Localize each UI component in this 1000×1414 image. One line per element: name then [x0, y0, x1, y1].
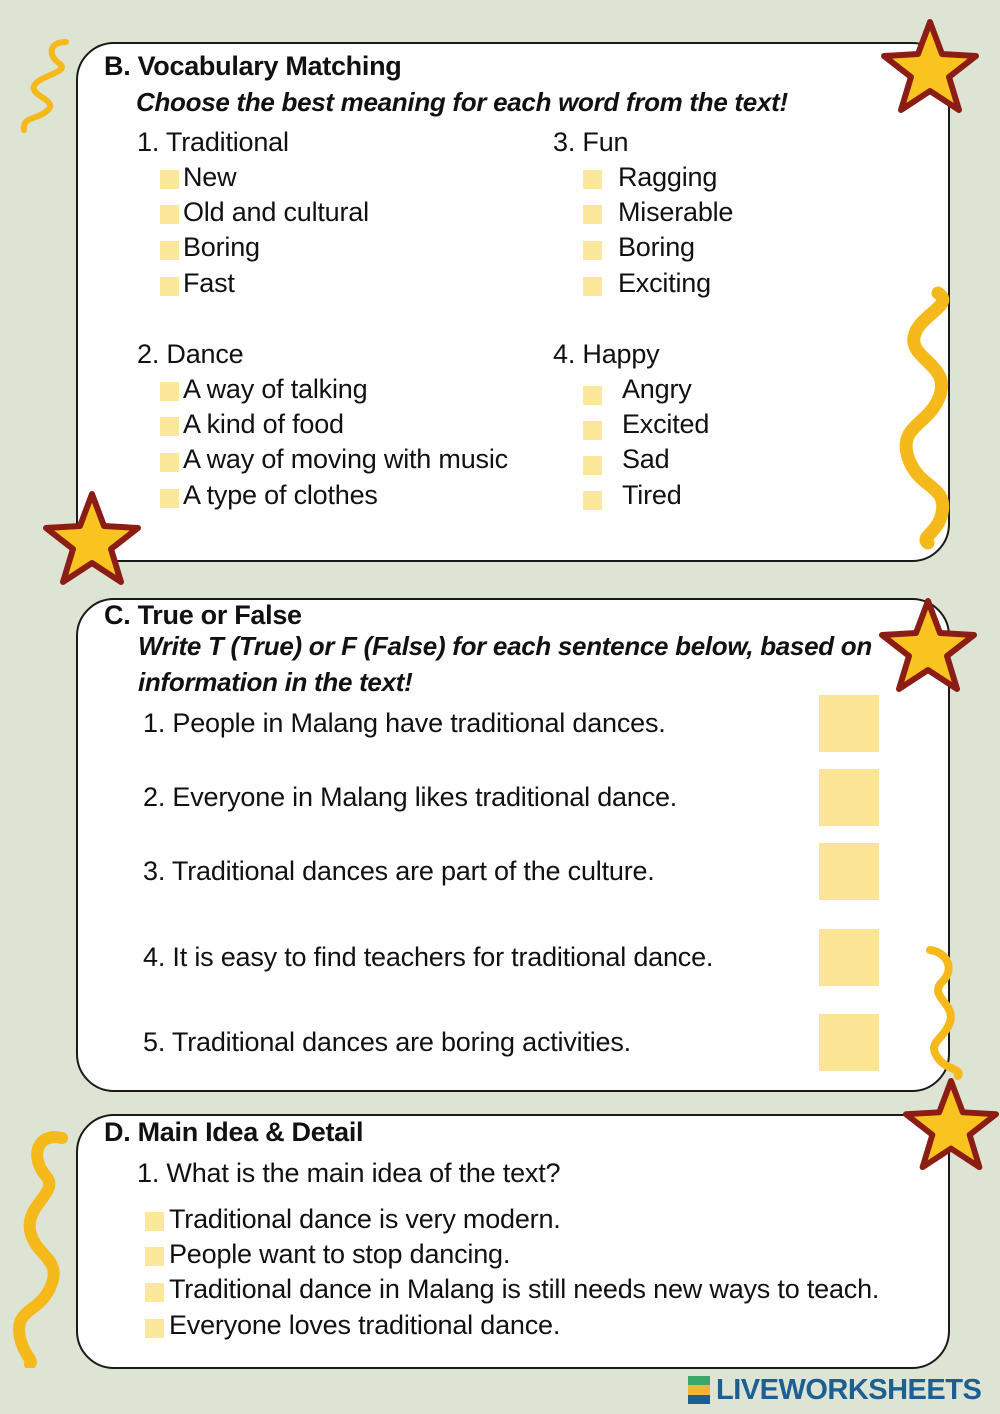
vocab-q3-option-3: Boring: [618, 232, 695, 262]
true-false-answer-box-5[interactable]: [819, 1014, 879, 1071]
vocab-q1-option-4-checkbox[interactable]: [160, 277, 179, 296]
vocab-q4-option-4: Tired: [622, 480, 682, 510]
vocab-question-1: 1. Traditional: [137, 127, 289, 157]
vocab-q2-option-4-checkbox[interactable]: [160, 489, 179, 508]
true-false-statement-4: 4. It is easy to find teachers for traditional dance.: [143, 942, 714, 972]
main-idea-option-2-checkbox[interactable]: [145, 1247, 164, 1266]
vocab-q2-option-3: A way of moving with music: [183, 444, 508, 474]
vocab-q4-option-2: Excited: [622, 409, 710, 439]
true-false-statement-3: 3. Traditional dances are part of the culture.: [143, 856, 655, 886]
vocab-q1-option-1: New: [183, 162, 237, 192]
squiggle-icon: [916, 942, 976, 1082]
main-idea-option-1-checkbox[interactable]: [145, 1212, 164, 1231]
vocab-q1-option-3-checkbox[interactable]: [160, 241, 179, 260]
main-idea-question: 1. What is the main idea of the text?: [137, 1158, 561, 1188]
vocab-q3-option-2: Miserable: [618, 197, 734, 227]
vocab-q2-option-4: A type of clothes: [183, 480, 378, 510]
true-false-answer-box-3[interactable]: [819, 843, 879, 900]
star-icon: [880, 18, 980, 118]
vocab-question-2: 2. Dance: [137, 339, 244, 369]
vocab-q3-option-1-checkbox[interactable]: [583, 170, 602, 189]
main-idea-option-4: Everyone loves traditional dance.: [169, 1310, 561, 1340]
main-idea-option-3-checkbox[interactable]: [145, 1283, 164, 1302]
star-icon: [878, 597, 978, 697]
main-idea-option-3: Traditional dance in Malang is still needs new ways to teach.: [169, 1274, 880, 1304]
vocab-q2-option-1: A way of talking: [183, 374, 368, 404]
vocab-q4-option-3-checkbox[interactable]: [583, 456, 602, 475]
main-idea-title: D. Main Idea & Detail: [104, 1117, 364, 1147]
vocab-q3-option-1: Ragging: [618, 162, 718, 192]
vocab-q1-option-2-checkbox[interactable]: [160, 205, 179, 224]
vocab-q3-option-4-checkbox[interactable]: [583, 277, 602, 296]
main-idea-option-1: Traditional dance is very modern.: [169, 1204, 561, 1234]
squiggle-icon: [888, 285, 960, 550]
true-false-answer-box-4[interactable]: [819, 929, 879, 986]
vocab-q3-option-2-checkbox[interactable]: [583, 205, 602, 224]
true-false-title: C. True or False: [104, 600, 302, 630]
vocab-q1-option-4: Fast: [183, 268, 235, 298]
vocab-question-3: 3. Fun: [553, 127, 629, 157]
main-idea-option-2: People want to stop dancing.: [169, 1239, 511, 1269]
vocab-question-4: 4. Happy: [553, 339, 660, 369]
vocab-q3-option-4: Exciting: [618, 268, 711, 298]
main-idea-option-4-checkbox[interactable]: [145, 1319, 164, 1338]
true-false-answer-box-2[interactable]: [819, 769, 879, 826]
vocabulary-instruction: Choose the best meaning for each word from the text!: [136, 87, 788, 117]
true-false-statement-1: 1. People in Malang have traditional dances.: [143, 708, 666, 738]
true-false-answer-box-1[interactable]: [819, 695, 879, 752]
vocab-q4-option-4-checkbox[interactable]: [583, 491, 602, 510]
vocab-q2-option-1-checkbox[interactable]: [160, 382, 179, 401]
vocab-q4-option-1: Angry: [622, 374, 692, 404]
star-icon: [42, 490, 142, 590]
liveworksheets-logo[interactable]: [688, 1374, 981, 1406]
squiggle-icon: [8, 34, 78, 138]
vocab-q2-option-2: A kind of food: [183, 409, 344, 439]
true-false-statement-2: 2. Everyone in Malang likes traditional dance.: [143, 782, 678, 812]
vocab-q3-option-3-checkbox[interactable]: [583, 241, 602, 260]
vocab-q4-option-3: Sad: [622, 444, 670, 474]
true-false-instruction-line-2: information in the text!: [138, 667, 413, 697]
liveworksheets-logo-icon: [688, 1376, 710, 1404]
liveworksheets-brand: LIVEWORKSHEETS: [716, 1373, 982, 1406]
vocabulary-title: B. Vocabulary Matching: [104, 51, 402, 81]
true-false-statement-5: 5. Traditional dances are boring activities.: [143, 1027, 631, 1057]
vocab-q2-option-3-checkbox[interactable]: [160, 453, 179, 472]
squiggle-icon: [0, 1128, 82, 1368]
star-icon: [902, 1077, 1000, 1175]
vocab-q2-option-2-checkbox[interactable]: [160, 417, 179, 436]
vocab-q4-option-2-checkbox[interactable]: [583, 421, 602, 440]
vocab-q1-option-1-checkbox[interactable]: [160, 170, 179, 189]
vocab-q4-option-1-checkbox[interactable]: [583, 386, 602, 405]
vocab-q1-option-3: Boring: [183, 232, 260, 262]
true-false-instruction-line-1: Write T (True) or F (False) for each sentence below, based on: [138, 631, 872, 661]
vocab-q1-option-2: Old and cultural: [183, 197, 369, 227]
